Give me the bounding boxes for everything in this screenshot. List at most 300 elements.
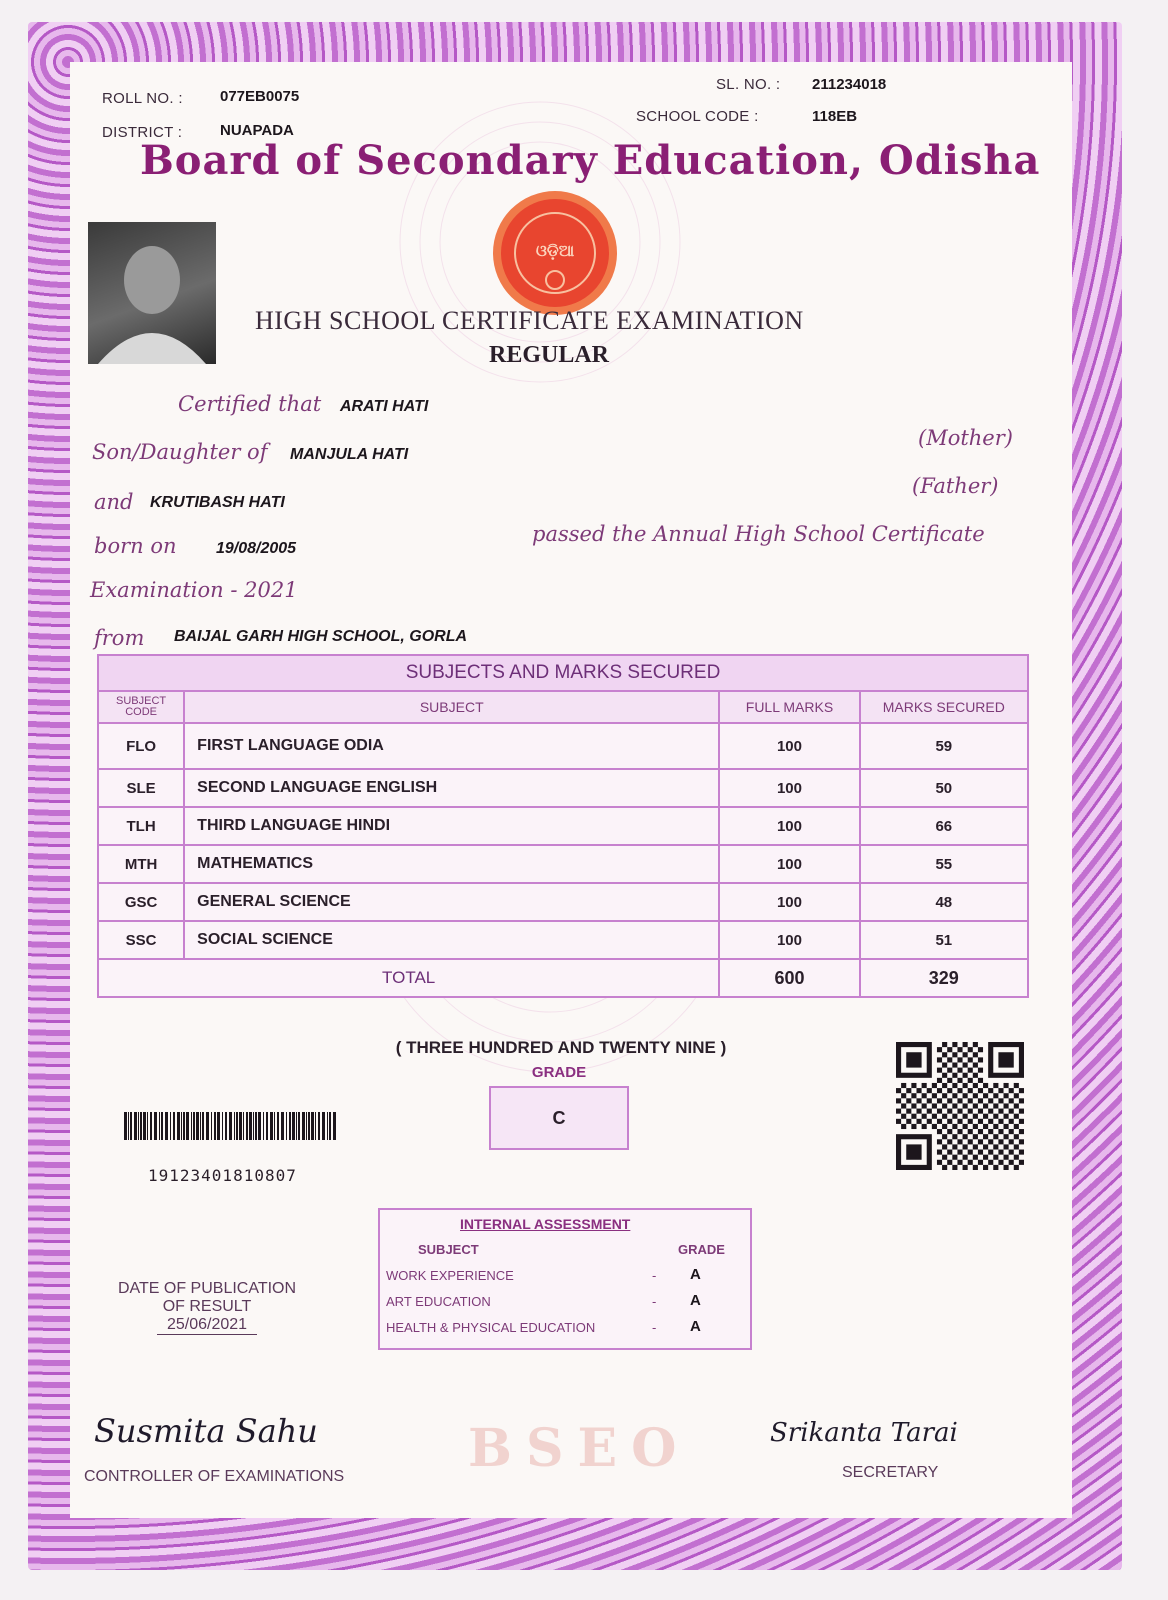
qr-module: [1014, 1114, 1019, 1119]
col-subject: SUBJECT: [184, 691, 719, 723]
publication-label-line2: OF RESULT: [162, 1298, 252, 1315]
qr-module: [963, 1124, 968, 1129]
qr-module: [968, 1160, 973, 1165]
marks-secured: 50: [860, 769, 1028, 807]
qr-module: [957, 1129, 962, 1134]
qr-module: [896, 1088, 901, 1093]
full-marks: 100: [719, 807, 859, 845]
qr-module: [983, 1103, 988, 1108]
qr-module: [901, 1103, 906, 1108]
school-code-label: SCHOOL CODE :: [636, 108, 759, 125]
qr-module: [947, 1088, 952, 1093]
qr-module: [1019, 1119, 1024, 1124]
barcode-bar: [143, 1112, 146, 1140]
qr-module: [942, 1073, 947, 1078]
barcode-bar: [124, 1112, 127, 1140]
grade-label: GRADE: [531, 1064, 587, 1081]
qr-module: [927, 1098, 932, 1103]
qr-module: [983, 1165, 988, 1170]
qr-module: [963, 1165, 968, 1170]
subject-name: SECOND LANGUAGE ENGLISH: [184, 769, 719, 807]
qr-module: [978, 1057, 983, 1062]
qr-module: [988, 1098, 993, 1103]
qr-module: [963, 1144, 968, 1149]
barcode-bar: [170, 1112, 171, 1140]
barcode-bar: [138, 1112, 139, 1140]
qr-module: [957, 1088, 962, 1093]
qr-module: [1004, 1103, 1009, 1108]
subject-name: FIRST LANGUAGE ODIA: [184, 723, 719, 769]
qr-module: [993, 1144, 998, 1149]
qr-module: [957, 1109, 962, 1114]
barcode-bar: [266, 1112, 268, 1140]
qr-module: [906, 1098, 911, 1103]
qr-module: [937, 1057, 942, 1062]
qr-module: [973, 1083, 978, 1088]
qr-module: [1004, 1144, 1009, 1149]
qr-module: [978, 1068, 983, 1073]
ia-dash: -: [652, 1320, 657, 1335]
barcode-bar: [211, 1112, 212, 1140]
subject-code: SLE: [98, 769, 184, 807]
qr-module: [952, 1052, 957, 1057]
qr-finder: [906, 1052, 921, 1067]
qr-module: [973, 1062, 978, 1067]
total-full-marks: 600: [719, 959, 859, 997]
qr-module: [947, 1150, 952, 1155]
qr-module: [963, 1103, 968, 1108]
ia-dash: -: [652, 1294, 657, 1309]
full-marks: 100: [719, 883, 859, 921]
sl-no-label: SL. NO. :: [716, 76, 781, 93]
barcode-bar: [274, 1112, 275, 1140]
qr-module: [942, 1042, 947, 1047]
qr-module: [937, 1109, 942, 1114]
qr-module: [968, 1129, 973, 1134]
candidate-photo: [88, 222, 216, 364]
qr-module: [932, 1103, 937, 1108]
qr-module: [942, 1083, 947, 1088]
qr-module: [963, 1062, 968, 1067]
table-row: [98, 723, 1028, 769]
barcode-bar: [147, 1112, 148, 1140]
qr-module: [978, 1139, 983, 1144]
controller-title: CONTROLLER OF EXAMINATIONS: [84, 1468, 345, 1485]
qr-module: [1004, 1093, 1009, 1098]
total-in-words: ( THREE HUNDRED AND TWENTY NINE ): [395, 1038, 727, 1057]
exam-type: REGULAR: [489, 342, 610, 368]
barcode-bar: [186, 1112, 189, 1140]
barcode-bar: [327, 1112, 328, 1140]
barcode-bar: [292, 1112, 295, 1140]
certificate-paper: [70, 62, 1072, 1518]
barcode-bar: [173, 1112, 175, 1140]
qr-module: [932, 1124, 937, 1129]
bseo-watermark: BSEO: [468, 1418, 691, 1479]
barcode-bar: [165, 1112, 168, 1140]
qr-module: [952, 1083, 957, 1088]
seal-emblem-icon: [490, 188, 620, 318]
qr-module: [1019, 1150, 1024, 1155]
subject-code: MTH: [98, 845, 184, 883]
barcode-bar: [308, 1112, 310, 1140]
qr-module: [937, 1119, 942, 1124]
barcode-bar: [150, 1112, 152, 1140]
qr-module: [937, 1078, 942, 1083]
qr-module: [906, 1088, 911, 1093]
qr-module: [947, 1109, 952, 1114]
sl-no-value: 211234018: [812, 76, 887, 93]
table-row: [98, 769, 1028, 807]
qr-module: [978, 1098, 983, 1103]
qr-code: [896, 1042, 1024, 1175]
qr-module: [988, 1139, 993, 1144]
qr-module: [963, 1052, 968, 1057]
barcode-bar: [329, 1112, 331, 1140]
barcode-bar: [249, 1112, 252, 1140]
qr-module: [1009, 1139, 1014, 1144]
subject-name: THIRD LANGUAGE HINDI: [184, 807, 719, 845]
qr-module: [906, 1109, 911, 1114]
qr-module: [957, 1119, 962, 1124]
qr-module: [932, 1114, 937, 1119]
exam-title: HIGH SCHOOL CERTIFICATE EXAMINATION: [255, 306, 804, 335]
qr-module: [947, 1068, 952, 1073]
qr-module: [952, 1073, 957, 1078]
subject-code: TLH: [98, 807, 184, 845]
barcode-bar: [243, 1112, 244, 1140]
certified-label: Certified that: [178, 392, 322, 416]
qr-module: [911, 1114, 916, 1119]
table-row: [98, 921, 1028, 959]
ia-subject: ART EDUCATION: [386, 1294, 491, 1309]
qr-module: [932, 1093, 937, 1098]
qr-module: [937, 1047, 942, 1052]
qr-finder: [906, 1144, 921, 1159]
qr-module: [957, 1068, 962, 1073]
qr-module: [963, 1083, 968, 1088]
barcode-bar: [236, 1112, 238, 1140]
barcode-bar: [311, 1112, 314, 1140]
qr-module: [1014, 1103, 1019, 1108]
qr-module: [963, 1042, 968, 1047]
qr-module: [957, 1150, 962, 1155]
board-title: Board of Secondary Education, Odisha: [140, 137, 1041, 184]
qr-module: [993, 1165, 998, 1170]
barcode-bar: [206, 1112, 209, 1140]
barcode-bar: [214, 1112, 216, 1140]
qr-module: [973, 1073, 978, 1078]
qr-module: [1019, 1098, 1024, 1103]
and-label: and: [94, 490, 134, 514]
qr-finder: [998, 1052, 1013, 1067]
qr-module: [952, 1042, 957, 1047]
qr-module: [942, 1155, 947, 1160]
qr-module: [952, 1144, 957, 1149]
qr-module: [998, 1139, 1003, 1144]
mother-name: MANJULA HATI: [290, 446, 409, 463]
qr-module: [922, 1124, 927, 1129]
qr-module: [942, 1052, 947, 1057]
qr-module: [1009, 1129, 1014, 1134]
qr-module: [937, 1129, 942, 1134]
qr-module: [998, 1098, 1003, 1103]
subject-name: SOCIAL SCIENCE: [184, 921, 719, 959]
barcode-bar: [154, 1112, 157, 1140]
qr-module: [952, 1062, 957, 1067]
barcode-bar: [140, 1112, 142, 1140]
barcode-bar: [270, 1112, 273, 1140]
qr-module: [983, 1144, 988, 1149]
qr-module: [942, 1124, 947, 1129]
qr-module: [947, 1047, 952, 1052]
qr-module: [973, 1144, 978, 1149]
qr-module: [957, 1139, 962, 1144]
barcode-bar: [302, 1112, 305, 1140]
qr-module: [973, 1134, 978, 1139]
qr-module: [988, 1119, 993, 1124]
born-label: born on: [94, 534, 177, 558]
qr-module: [942, 1103, 947, 1108]
qr-module: [942, 1165, 947, 1170]
barcode-bar: [253, 1112, 254, 1140]
barcode-bar: [239, 1112, 242, 1140]
barcode-bar: [258, 1112, 261, 1140]
qr-module: [1014, 1093, 1019, 1098]
qr-module: [988, 1129, 993, 1134]
barcode-bar: [229, 1112, 232, 1140]
qr-module: [901, 1114, 906, 1119]
district-label: DISTRICT :: [102, 124, 183, 141]
qr-module: [978, 1109, 983, 1114]
qr-module: [947, 1129, 952, 1134]
qr-module: [963, 1114, 968, 1119]
qr-module: [968, 1078, 973, 1083]
internal-assessment-box: [378, 1208, 752, 1350]
qr-module: [968, 1068, 973, 1073]
qr-module: [973, 1114, 978, 1119]
secretary-signature: Srikanta Tarai: [770, 1418, 958, 1448]
qr-module: [983, 1124, 988, 1129]
qr-module: [973, 1155, 978, 1160]
qr-module: [993, 1155, 998, 1160]
qr-module: [963, 1073, 968, 1078]
marks-secured: 59: [860, 723, 1028, 769]
qr-module: [916, 1098, 921, 1103]
school-name: BAIJAL GARH HIGH SCHOOL, GORLA: [174, 628, 468, 645]
barcode-bar: [234, 1112, 235, 1140]
qr-module: [978, 1150, 983, 1155]
barcode-bar: [202, 1112, 204, 1140]
barcode-bar: [196, 1112, 199, 1140]
table-row: [98, 883, 1028, 921]
qr-module: [973, 1103, 978, 1108]
candidate-name: ARATI HATI: [340, 398, 429, 415]
exam-year: Examination - 2021: [90, 578, 298, 602]
ia-grade-label: GRADE: [678, 1242, 725, 1257]
qr-module: [978, 1078, 983, 1083]
ia-dash: -: [652, 1268, 657, 1283]
qr-module: [983, 1083, 988, 1088]
qr-module: [968, 1088, 973, 1093]
qr-module: [937, 1150, 942, 1155]
barcode-bar: [286, 1112, 287, 1140]
qr-module: [896, 1098, 901, 1103]
qr-module: [947, 1057, 952, 1062]
barcode-bar: [255, 1112, 257, 1140]
controller-signature: Susmita Sahu: [94, 1412, 318, 1450]
qr-module: [901, 1083, 906, 1088]
qr-module: [993, 1124, 998, 1129]
qr-module: [957, 1098, 962, 1103]
qr-module: [968, 1150, 973, 1155]
qr-module: [983, 1155, 988, 1160]
barcode-bar: [277, 1112, 279, 1140]
barcode-bar: [333, 1112, 336, 1140]
publication-label-line1: DATE OF PUBLICATION: [117, 1280, 297, 1297]
marks-secured: 51: [860, 921, 1028, 959]
qr-module: [1014, 1134, 1019, 1139]
barcode-number: 19123401810807: [148, 1166, 297, 1185]
total-label: TOTAL: [98, 959, 719, 997]
qr-module: [988, 1150, 993, 1155]
subject-name: MATHEMATICS: [184, 845, 719, 883]
qr-module: [988, 1109, 993, 1114]
barcode: [124, 1112, 338, 1145]
qr-module: [1004, 1124, 1009, 1129]
barcode-bar: [161, 1112, 163, 1140]
qr-module: [942, 1114, 947, 1119]
qr-module: [963, 1134, 968, 1139]
qr-module: [922, 1103, 927, 1108]
roll-no-value: 077EB0075: [220, 88, 300, 105]
qr-module: [1004, 1083, 1009, 1088]
barcode-icon: [124, 1112, 338, 1140]
qr-module: [963, 1155, 968, 1160]
qr-module: [911, 1103, 916, 1108]
qr-module: [978, 1119, 983, 1124]
qr-module: [993, 1093, 998, 1098]
qr-module: [916, 1088, 921, 1093]
qr-module: [973, 1124, 978, 1129]
qr-module: [947, 1160, 952, 1165]
ia-subject-label: SUBJECT: [418, 1242, 479, 1257]
barcode-bar: [289, 1112, 291, 1140]
qr-module: [1004, 1155, 1009, 1160]
qr-module: [988, 1088, 993, 1093]
qr-module: [988, 1160, 993, 1165]
qr-module: [952, 1124, 957, 1129]
ia-grade: A: [690, 1266, 701, 1283]
barcode-bar: [281, 1112, 284, 1140]
passed-text: passed the Annual High School Certificate: [532, 522, 985, 546]
subject-code: SSC: [98, 921, 184, 959]
qr-module: [973, 1042, 978, 1047]
barcode-bar: [217, 1112, 220, 1140]
qr-module: [1014, 1083, 1019, 1088]
marks-secured: 55: [860, 845, 1028, 883]
qr-module: [1019, 1129, 1024, 1134]
qr-module: [983, 1134, 988, 1139]
qr-module: [927, 1088, 932, 1093]
father-name: KRUTIBASH HATI: [150, 494, 285, 511]
barcode-bar: [193, 1112, 195, 1140]
barcode-bar: [191, 1112, 192, 1140]
qr-module: [998, 1129, 1003, 1134]
qr-module: [916, 1109, 921, 1114]
barcode-bar: [296, 1112, 297, 1140]
barcode-bar: [200, 1112, 201, 1140]
qr-module: [952, 1134, 957, 1139]
qr-module: [1019, 1088, 1024, 1093]
qr-module: [937, 1088, 942, 1093]
qr-module: [947, 1098, 952, 1103]
qr-module: [937, 1160, 942, 1165]
full-marks: 100: [719, 769, 859, 807]
internal-assessment-title: INTERNAL ASSESSMENT: [460, 1216, 631, 1232]
subject-code: FLO: [98, 723, 184, 769]
seal-text: ଓଡ଼ିଆ: [535, 241, 575, 260]
qr-module: [896, 1109, 901, 1114]
qr-module: [1009, 1088, 1014, 1093]
full-marks: 100: [719, 921, 859, 959]
qr-module: [1014, 1155, 1019, 1160]
qr-module: [968, 1047, 973, 1052]
qr-module: [968, 1109, 973, 1114]
full-marks: 100: [719, 845, 859, 883]
qr-module: [911, 1083, 916, 1088]
barcode-bar: [128, 1112, 129, 1140]
table-row: [98, 807, 1028, 845]
qr-module: [927, 1109, 932, 1114]
qr-module: [932, 1083, 937, 1088]
qr-module: [1004, 1165, 1009, 1170]
mother-label: (Mother): [918, 426, 1013, 450]
qr-module: [911, 1124, 916, 1129]
qr-module: [998, 1150, 1003, 1155]
qr-module: [1009, 1098, 1014, 1103]
board-seal: [490, 188, 620, 323]
qr-module: [993, 1114, 998, 1119]
qr-module: [978, 1088, 983, 1093]
qr-module: [968, 1057, 973, 1062]
son-daughter-label: Son/Daughter of: [92, 440, 268, 464]
barcode-bar: [130, 1112, 132, 1140]
school-code-value: 118EB: [812, 108, 858, 125]
qr-module: [952, 1114, 957, 1119]
qr-module: [942, 1093, 947, 1098]
from-label: from: [94, 626, 145, 650]
qr-module: [998, 1160, 1003, 1165]
qr-module: [952, 1155, 957, 1160]
qr-module: [937, 1098, 942, 1103]
qr-module: [957, 1047, 962, 1052]
total-marks-secured: 329: [860, 959, 1028, 997]
qr-module: [973, 1165, 978, 1170]
qr-module: [963, 1093, 968, 1098]
qr-module: [922, 1093, 927, 1098]
qr-module: [978, 1160, 983, 1165]
qr-module: [901, 1124, 906, 1129]
roll-no-label: ROLL NO. :: [102, 90, 183, 107]
qr-module: [937, 1068, 942, 1073]
barcode-bar: [183, 1112, 185, 1140]
qr-module: [896, 1119, 901, 1124]
qr-module: [993, 1134, 998, 1139]
qr-module: [937, 1139, 942, 1144]
date-of-birth: 19/08/2005: [216, 540, 297, 557]
barcode-bar: [134, 1112, 137, 1140]
